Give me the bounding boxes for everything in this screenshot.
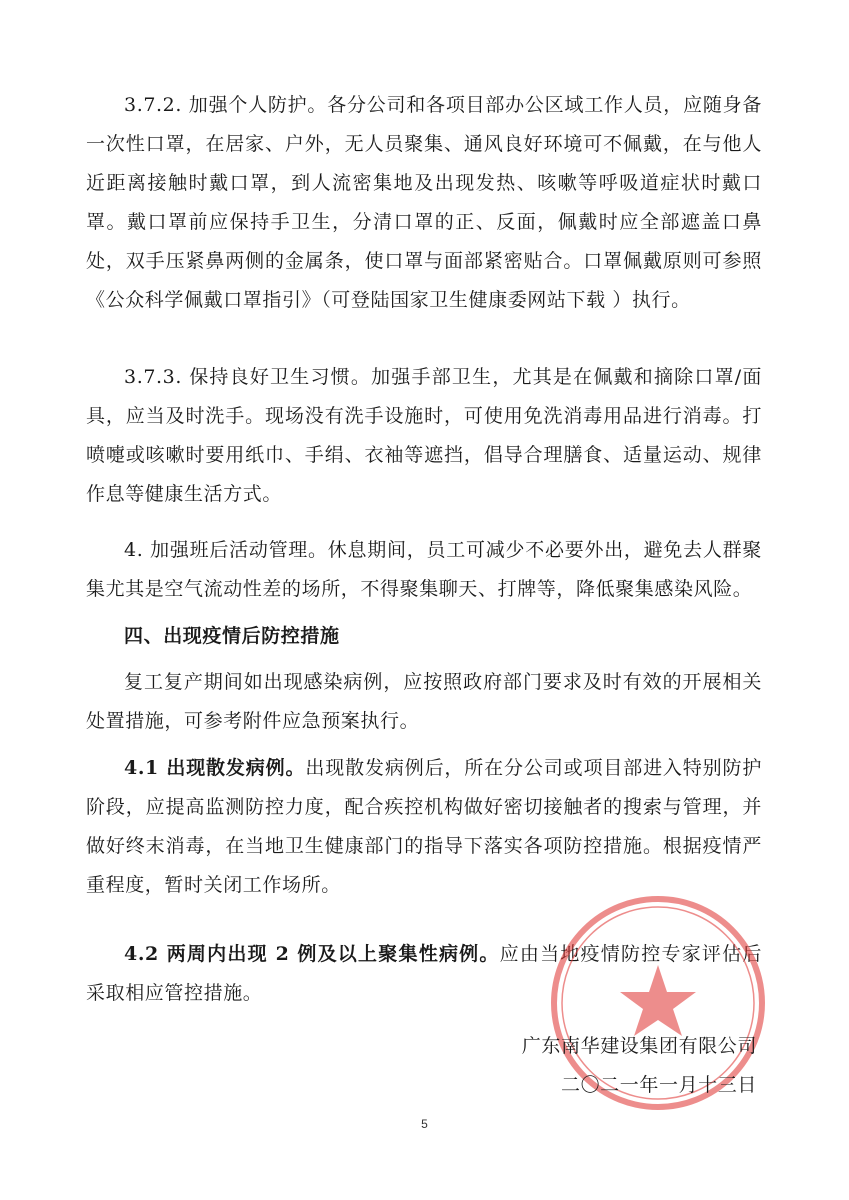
paragraph-4-1 [86, 749, 762, 905]
section-heading-4: 四、出现疫情后防控措施 [124, 625, 340, 647]
paragraph-4-2-body: 应由当地疫情防控专家评估后采取相应管控措施。 [86, 943, 762, 1004]
page-number: 5 [421, 1117, 428, 1131]
paragraph-3-7-2: 3.7.2. 加强个人防护。各分公司和各项目部办公区域工作人员，应随身备一次性口罩，在居家、户外，无人员聚集、通风良好环境可不佩戴，在与他人近距离接触时戴口罩，到人流密集地及出现发热、咳嗽等呼吸道症状时戴口罩。戴口罩前应保持手卫生，分清口罩的正、反面，佩戴时应全部遮盖口鼻处，双手压紧鼻两侧的金属条，使口罩与面部紧密贴合。口罩佩戴原则可参照 《公众科学佩戴口罩指引》（可登陆国家卫生健康委网站下载 ）执行。 [86, 94, 762, 311]
signature-company: 广东南华建设集团有限公司 [521, 1035, 757, 1057]
paragraph-4: 4. 加强班后活动管理。休息期间，员工可减少不必要外出，避免去人群聚集尤其是空气流动性差的场所，不得聚集聊天、打牌等，降低聚集感染风险。 [86, 539, 762, 600]
paragraph-3-7-3: 3.7.3. 保持良好卫生习惯。加强手部卫生，尤其是在佩戴和摘除口罩/面具，应当及时洗手。现场没有洗手设施时，可使用免洗消毒用品进行消毒。打喷嚏或咳嗽时要用纸巾、手绢、衣袖等遮挡，倡导合理膳食、适量运动、规律作息等健康生活方式。 [86, 366, 762, 505]
signature-date: 二〇二一年一月十三日 [560, 1074, 757, 1096]
paragraph-4-2-title: 4.2 两周内出现 2 例及以上聚集性病例。 [124, 943, 500, 965]
paragraph-section-4-intro: 复工复产期间如出现感染病例，应按照政府部门要求及时有效的开展相关处置措施，可参考附件应急预案执行。 [86, 671, 762, 732]
paragraph-4-1-title: 4.1 出现散发病例。 [124, 757, 306, 779]
paragraph-4-1-body: 出现散发病例后，所在分公司或项目部进入特别防护阶段，应提高监测防控力度，配合疾控机构做好密切接触者的搜索与管理，并做好终末消毒，在当地卫生健康部门的指导下落实各项防控措施。根据疫情严重程度，暂时关闭工作场所。 [86, 757, 762, 896]
